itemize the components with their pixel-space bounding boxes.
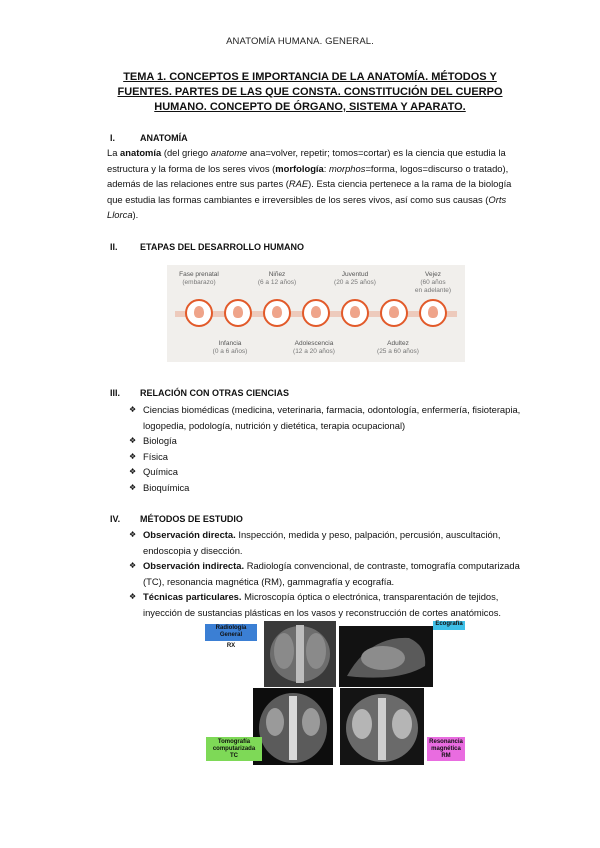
xray-image [264,621,336,687]
mri-image [340,688,424,765]
ultrasound-image [339,626,433,687]
list-item: ❖ Ciencias biomédicas (medicina, veterinaria, farmacia, odontología, enfermería, fisioterapia, logopedia, podología, nutrición y dietética, terapia ocupacional) [129,404,521,431]
methods-list [129,527,529,621]
young-adult-icon [341,299,369,327]
rm-label: Resonancia magnética RM [427,737,465,761]
list-item: ❖ Observación indirecta. Radiología convencional, de contraste, tomografía computarizada (TC), resonancia magnética (RM), gammagrafía y ecografía. [129,560,520,587]
section-heading-etapas [110,242,304,252]
stage-juventud: Juventud (20 a 25 años) [334,271,376,286]
rx-abbr: RX [226,643,236,649]
list-item: ❖ Física [129,449,529,465]
tc-label: Tomografía computarizada TC [206,737,262,761]
rx-label: Radiología General [205,624,257,641]
list-item: ❖ Técnicas particulares. Microscopía óptica o electrónica, transparentación de tejidos, inyección de sustancias plásticas en los vasos y reconstrucción de cortes anatómicos. [129,591,501,618]
stage-adolescencia: Adolescencia (12 a 20 años) [293,340,335,355]
diamond-bullet-icon: ❖ [129,467,137,477]
fetus-icon [185,299,213,327]
diamond-bullet-icon: ❖ [129,436,137,446]
section-title: ANATOMÍA [140,133,188,143]
adult-icon [380,299,408,327]
section-heading-relacion [110,388,289,398]
child-icon [263,299,291,327]
diamond-bullet-icon: ❖ [129,405,137,414]
diamond-bullet-icon: ❖ [129,482,137,492]
list-item: ❖ Química [129,464,529,480]
section-heading-anatomia [110,133,188,143]
diamond-bullet-icon: ❖ [129,530,137,539]
xray-graphic [264,621,336,687]
section-number: IV. [110,514,121,524]
baby-icon [224,299,252,327]
section-number: III. [110,388,121,398]
section-number: I. [110,133,116,143]
eco-label: Ecografía [433,621,465,630]
section-title: ETAPAS DEL DESARROLLO HUMANO [140,242,305,252]
list-item: ❖ Biología [129,433,529,449]
diamond-bullet-icon: ❖ [129,561,137,571]
stage-adultez: Adultez (25 a 60 años) [377,340,419,355]
diamond-bullet-icon: ❖ [129,451,137,461]
section-number: II. [110,242,118,252]
section-title: MÉTODOS DE ESTUDIO [140,514,243,524]
diamond-bullet-icon: ❖ [129,592,137,602]
stage-infancia: Infancia (0 a 6 años) [212,340,248,355]
ultrasound-graphic [339,626,433,687]
teen-icon [302,299,330,327]
stage-ninez: Niñez (6 a 12 años) [257,271,297,286]
elder-icon [419,299,447,327]
section-title: RELACIÓN CON OTRAS CIENCIAS [140,388,290,398]
anatomy-definition-paragraph: La anatomía (del griego anatome ana=volver, repetir; tomos=cortar) es la ciencia que estudia la estructura y la forma de los seres vivos (morfología: morphos=forma, logos=discurso o tratado), además de las relaciones entre sus partes (RAE). Esta ciencia pertenece a la rama de la biología que estudia las formas cambiantes e irreversibles de los seres vivos, así como sus causas (Orts Llorca). [107,147,512,221]
page-title: TEMA 1. CONCEPTOS E IMPORTANCIA DE LA ANATOMÍA. MÉTODOS Y FUENTES. PARTES DE LAS QUE CONSTA. CONSTITUCIÓN DEL CUERPO HUMANO. CONCEPTO DE ÓRGANO, SISTEMA Y APARATO. [117,71,503,113]
mri-graphic [340,688,424,765]
development-stages-diagram [167,265,465,362]
stage-vejez: Vejez (60 años en adelante) [414,271,452,294]
list-item: ❖ Observación directa. Inspección, medida y peso, palpación, percusión, auscultación, endoscopia y disección. [129,529,501,556]
ct-image [253,688,333,765]
ct-graphic [253,688,333,765]
running-header: ANATOMÍA HUMANA. GENERAL. [226,36,374,47]
stage-prenatal: Fase prenatal (embarazo) [179,271,219,286]
list-item: ❖ Bioquímica [129,480,529,496]
sciences-list [129,402,529,496]
section-heading-metodos [110,514,243,524]
